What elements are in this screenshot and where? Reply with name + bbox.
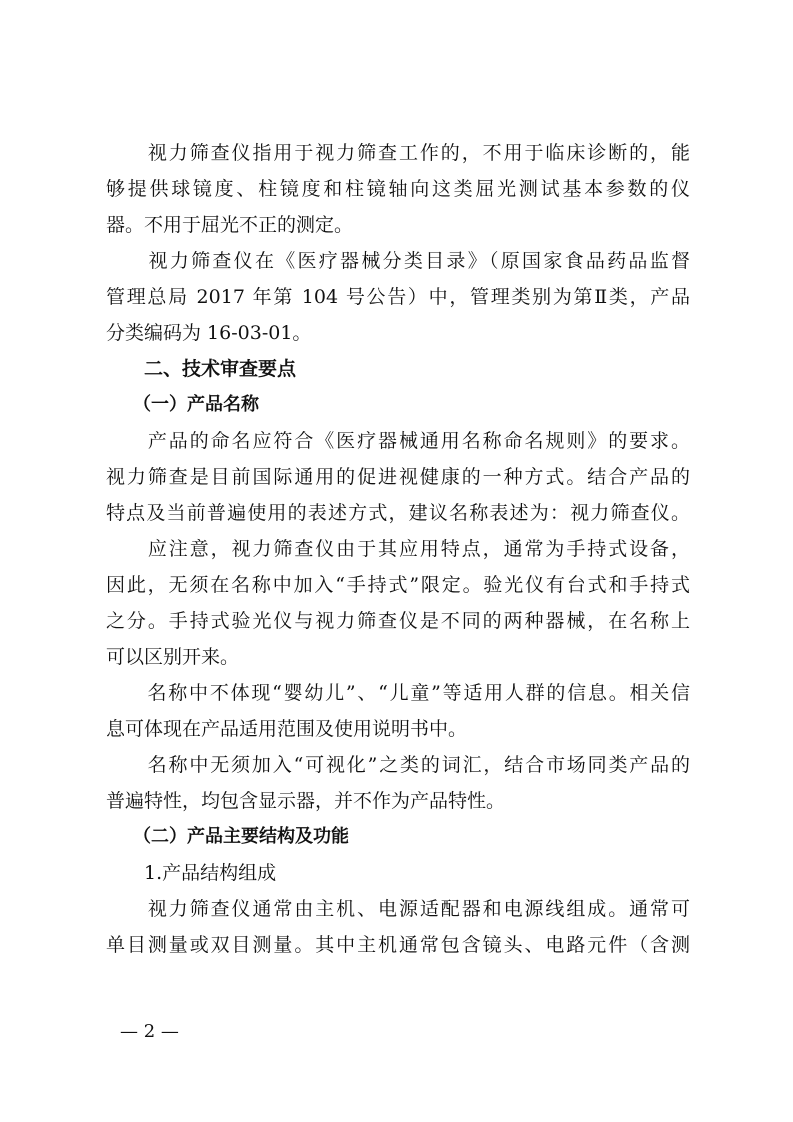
paragraph-line-22: 视力筛查仪通常由主机、电源适配器和电源线组成。通常可 bbox=[106, 898, 690, 920]
paragraph-line-3: 器。不用于屈光不正的测定。 bbox=[106, 214, 354, 236]
paragraph-line-11: 特点及当前普遍使用的表述方式，建议名称表述为：视力筛查仪。 bbox=[106, 502, 690, 524]
item-heading-structure-composition: 1.产品结构组成 bbox=[106, 862, 277, 884]
paragraph-line-4: 视力筛查仪在《医疗器械分类目录》（原国家食品药品监督 bbox=[106, 250, 690, 272]
paragraph-line-17: 息可体现在产品适用范围及使用说明书中。 bbox=[106, 718, 468, 740]
paragraph-line-10: 视力筛查是目前国际通用的促进视健康的一种方式。结合产品的 bbox=[106, 466, 690, 488]
paragraph-line-15: 可以区别开来。 bbox=[106, 646, 240, 668]
paragraph-line-23: 单目测量或双目测量。其中主机通常包含镜头、电路元件（含测 bbox=[106, 934, 690, 956]
section-heading-technical-review: 二、技术审查要点 bbox=[106, 358, 297, 380]
subsection-heading-structure-function: （二）产品主要结构及功能 bbox=[106, 826, 349, 847]
paragraph-line-18: 名称中无须加入“可视化”之类的词汇，结合市场同类产品的 bbox=[106, 754, 690, 776]
paragraph-line-1: 视力筛查仪指用于视力筛查工作的，不用于临床诊断的，能 bbox=[106, 142, 690, 164]
paragraph-line-16: 名称中不体现“婴幼儿”、“儿童”等适用人群的信息。相关信 bbox=[106, 682, 690, 704]
paragraph-line-14: 之分。手持式验光仪与视力筛查仪是不同的两种器械，在名称上 bbox=[106, 610, 690, 632]
paragraph-line-19: 普遍特性，均包含显示器，并不作为产品特性。 bbox=[106, 790, 506, 812]
paragraph-line-2: 够提供球镜度、柱镜度和柱镜轴向这类屈光测试基本参数的仪 bbox=[106, 178, 690, 200]
paragraph-line-5: 管理总局 2017 年第 104 号公告）中，管理类别为第Ⅱ类，产品 bbox=[106, 286, 690, 308]
subsection-heading-product-name: （一）产品名称 bbox=[106, 394, 259, 415]
paragraph-line-9: 产品的命名应符合《医疗器械通用名称命名规则》的要求。 bbox=[106, 430, 690, 452]
paragraph-line-13: 因此，无须在名称中加入“手持式”限定。验光仪有台式和手持式 bbox=[106, 574, 690, 596]
page-number: — 2 — bbox=[120, 1021, 179, 1042]
paragraph-line-12: 应注意，视力筛查仪由于其应用特点，通常为手持式设备， bbox=[106, 538, 690, 560]
paragraph-line-6: 分类编码为 16-03-01。 bbox=[106, 322, 312, 344]
